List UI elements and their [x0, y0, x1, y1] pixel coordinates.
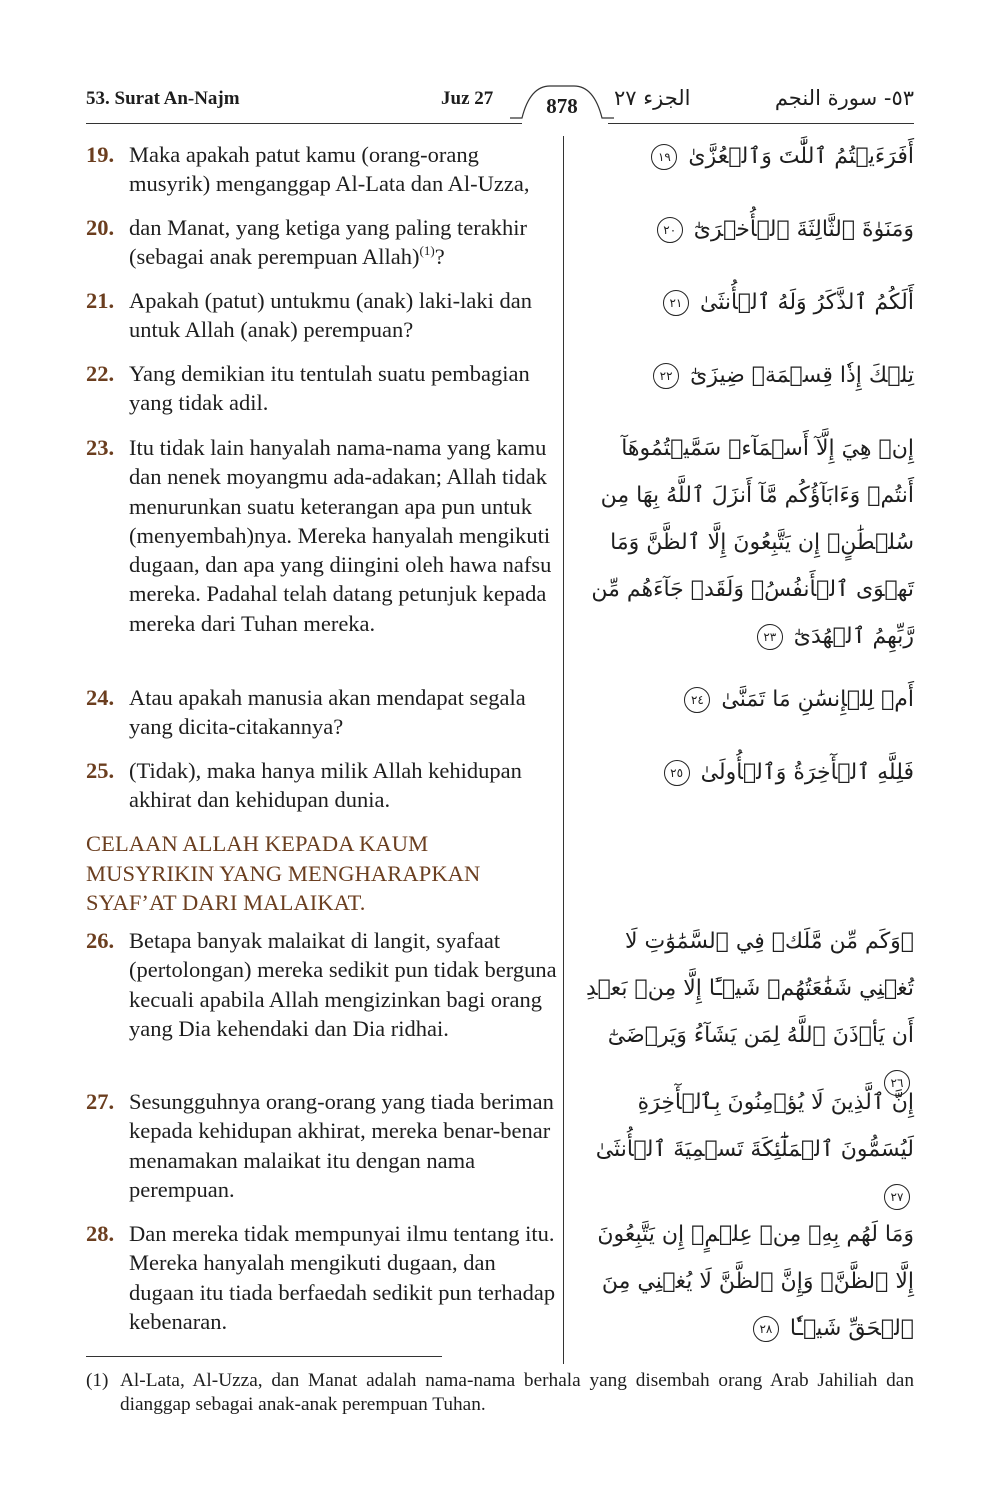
verse-26-translation: [86, 926, 561, 1043]
verse-text: Apakah (patut) untukmu (anak) laki-laki dan untuk Allah (anak) perempuan?: [129, 288, 532, 343]
ayah-end-icon: ٢٢: [653, 363, 679, 389]
verse-number: 24.: [86, 685, 115, 710]
ayah-end-icon: ٢٠: [657, 217, 683, 243]
arabic-text: أَلَكُمُ ٱلذَّكَرُ وَلَهُ ٱلۡأُنثَىٰ: [699, 290, 914, 315]
ayah-end-icon: ٢١: [663, 290, 689, 316]
page-header: [86, 88, 914, 124]
verse-21-arabic: [584, 279, 914, 326]
verse-27-translation: [86, 1087, 561, 1204]
verse-number: 21.: [86, 288, 115, 313]
footnote-number: (1): [86, 1370, 109, 1391]
arabic-text: إِنۡ هِيَ إِلَّآ أَسۡمَآءٞ سَمَّيۡتُمُوهَآ أَنتُمۡ وَءَابَآؤُكُم مَّآ أَنزَلَ ٱللَّهُ بِهَا مِن سُلۡطَٰنٍۚ إِن يَتَّبِعُونَ إِلَّا ٱلظَّنَّ وَمَا تَهۡوَى ٱلۡأَنفُسُۖ وَلَقَدۡ جَآءَهُم مِّن رَّبِّهِمُ ٱلۡهُدَىٰٓ: [591, 436, 914, 649]
arabic-text: أَمۡ لِلۡإِنسَٰنِ مَا تَمَنَّىٰ: [721, 687, 914, 712]
verse-text: Sesungguhnya orang-orang yang tiada beriman kepada kehidupan akhirat, mereka benar-benar menamakan malaikat itu dengan nama perempuan.: [129, 1089, 554, 1202]
juz-label-latin: Juz 27: [441, 88, 494, 109]
verse-text: Yang demikian itu tentulah suatu pembagian yang tidak adil.: [129, 361, 530, 416]
column-divider: [563, 136, 564, 1364]
verse-22-translation: [86, 359, 561, 418]
ayah-end-icon: ٢٧: [884, 1184, 910, 1210]
footnote: [86, 1369, 914, 1416]
verse-23-arabic: [584, 425, 914, 660]
verse-text: dan Manat, yang ketiga yang paling terakhir (sebagai anak perempuan Allah): [129, 215, 527, 270]
ayah-end-icon: ٢٨: [753, 1316, 779, 1342]
arabic-text: وَمَا لَهُم بِهِۦ مِنۡ عِلۡمٍۖ إِن يَتَّبِعُونَ إِلَّا ٱلظَّنَّۖ وَإِنَّ ٱلظَّنَّ لَا يُغۡنِي مِنَ ٱلۡحَقِّ شَيۡـٔٗا: [597, 1222, 914, 1341]
verse-27-arabic: [584, 1079, 914, 1220]
verse-number: 27.: [86, 1089, 115, 1114]
juz-label-arabic: الجزء ٢٧: [614, 86, 691, 110]
section-heading: CELAAN ALLAH KEPADA KAUM MUSYRIKIN YANG MENGHARAPKAN SYAF’AT DARI MALAIKAT.: [86, 831, 481, 915]
arabic-text: وَمَنَوٰةَ ٱلثَّالِثَةَ ٱلۡأُخۡرَىٰٓ: [693, 217, 914, 242]
footnote-text: Al-Lata, Al-Uzza, dan Manat adalah nama-nama berhala yang disembah orang Arab Jahiliah dan dianggap sebagai anak-anak perempuan Tuhan.: [120, 1370, 914, 1415]
arabic-text: فَلِلَّهِ ٱلۡأٓخِرَةُ وَٱلۡأُولَىٰ: [700, 760, 914, 785]
header-rule: [86, 123, 522, 124]
verse-number: 19.: [86, 142, 115, 167]
verse-24-arabic: [584, 676, 914, 723]
verse-number: 28.: [86, 1221, 115, 1246]
ayah-end-icon: ٢٤: [684, 687, 710, 713]
verse-text: Itu tidak lain hanyalah nama-nama yang kamu dan nenek moyangmu ada-adakan; Allah tidak menurunkan suatu keterangan apa pun untuk (menyembah)nya. Mereka hanyalah mengikuti dugaan, dan apa yang diingini oleh hawa nafsu mereka. Padahal telah datang petunjuk kepada mereka dari Tuhan mereka.: [129, 435, 552, 636]
verse-26-arabic: [584, 918, 914, 1106]
verse-number: 25.: [86, 758, 115, 783]
verse-23-translation: [86, 433, 561, 638]
verse-25-translation: [86, 756, 561, 815]
surah-title-arabic: ٥٣- سورة النجم: [774, 86, 914, 110]
verse-text: Dan mereka tidak mempunyai ilmu tentang itu. Mereka hanyalah mengikuti dugaan, dan dugaan itu tiada berfaedah sedikit pun terhadap kebenaran.: [129, 1221, 556, 1334]
verse-text: Betapa banyak malaikat di langit, syafaat (pertolongan) mereka sedikit pun tidak berguna kecuali apabila Allah mengizinkan bagi orang yang Dia kehendaki dan Dia ridhai.: [129, 928, 557, 1041]
verse-text: (Tidak), maka hanya milik Allah kehidupan akhirat dan kehidupan dunia.: [129, 758, 522, 813]
ayah-end-icon: ١٩: [651, 144, 677, 170]
verse-text-wrap: [129, 213, 561, 272]
footnote-rule: [86, 1356, 442, 1357]
footnote-ref[interactable]: (1): [419, 243, 435, 259]
verse-28-translation: [86, 1219, 561, 1336]
ayah-end-icon: ٢٦: [884, 1070, 910, 1096]
verse-21-translation: [86, 286, 561, 345]
verse-text-end: ?: [434, 244, 445, 270]
verse-20-translation: [86, 213, 561, 272]
arabic-text: ۞وَكَم مِّن مَّلَكٖ فِي ٱلسَّمَٰوَٰتِ لَا تُغۡنِي شَفَٰعَتُهُمۡ شَيۡـًٔا إِلَّا مِنۢ بَعۡدِ أَن يَأۡذَنَ ٱللَّهُ لِمَن يَشَآءُ وَيَرۡضَىٰٓ: [586, 929, 914, 1048]
header-rule: [608, 123, 914, 124]
verse-22-arabic: [584, 352, 914, 399]
verse-number: 22.: [86, 361, 115, 386]
page-number: 878: [546, 94, 578, 118]
verse-number: 20.: [86, 215, 115, 240]
verse-text: Atau apakah manusia akan mendapat segala yang dicita-citakannya?: [129, 685, 526, 740]
ayah-end-icon: ٢٥: [664, 760, 690, 786]
verse-19-arabic: [584, 133, 914, 180]
verse-25-arabic: [584, 749, 914, 796]
verse-28-arabic: [584, 1211, 914, 1352]
verse-number: 23.: [86, 435, 115, 460]
arabic-text: تِلۡكَ إِذٗا قِسۡمَةٞ ضِيزَىٰٓ: [690, 363, 914, 388]
arabic-text: إِنَّ ٱلَّذِينَ لَا يُؤۡمِنُونَ بِٱلۡأٓخِرَةِ لَيُسَمُّونَ ٱلۡمَلَٰٓئِكَةَ تَسۡمِيَةَ ٱلۡأُنثَىٰ: [595, 1090, 914, 1162]
verse-text: Maka apakah patut kamu (orang-orang musyrik) menganggap Al-Lata dan Al-Uzza,: [129, 142, 530, 197]
verse-20-arabic: [584, 206, 914, 253]
verse-19-translation: [86, 140, 561, 199]
ayah-end-icon: ٢٣: [757, 624, 783, 650]
verse-number: 26.: [86, 928, 115, 953]
verse-24-translation: [86, 683, 561, 742]
surah-title-latin: 53. Surat An-Najm: [86, 88, 240, 109]
arabic-text: أَفَرَءَيۡتُمُ ٱللَّٰتَ وَٱلۡعُزَّىٰ: [688, 144, 914, 169]
